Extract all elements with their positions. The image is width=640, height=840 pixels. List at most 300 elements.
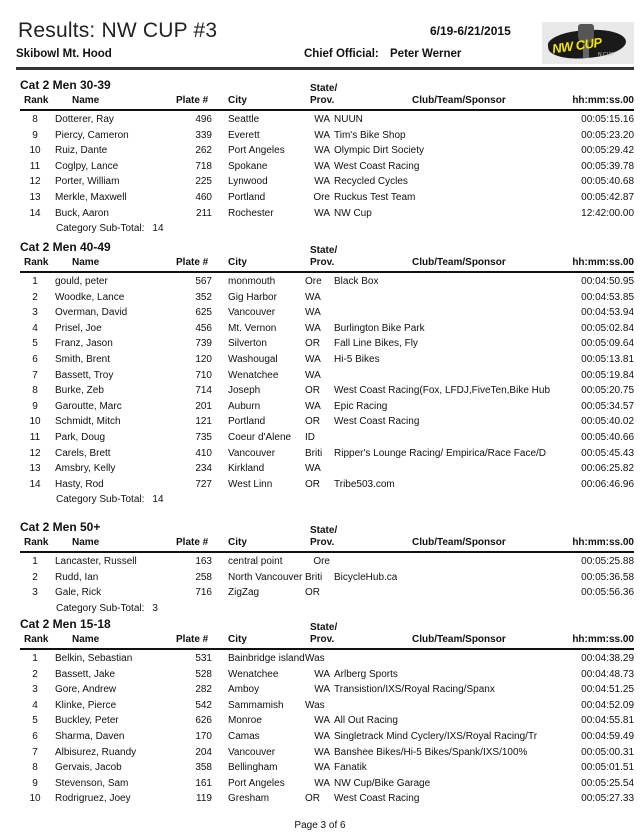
time-cell: 00:05:39.78 <box>581 160 634 172</box>
state-cell: WA <box>314 684 330 696</box>
table-row <box>0 416 640 432</box>
state-cell: WA <box>305 322 321 334</box>
plate-cell: 542 <box>195 699 212 711</box>
plate-cell: 339 <box>195 129 212 141</box>
club-cell: West Coast Racing(Fox, LFDJ,FiveTen,Bike Hub <box>334 385 551 397</box>
club-cell: Epic Racing <box>334 400 388 412</box>
rank-cell: 4 <box>32 699 38 711</box>
name-cell: Overman, David <box>55 307 128 319</box>
state-cell: OR <box>305 385 320 397</box>
col-header-state-line2: Prov. <box>310 257 335 268</box>
city-cell: Vancouver <box>228 447 276 459</box>
col-header-state-line1: State/ <box>310 83 338 94</box>
city-cell: North Vancouver <box>228 571 303 583</box>
time-cell: 00:05:56.36 <box>581 587 634 599</box>
time-cell: 00:05:02.84 <box>581 322 634 334</box>
table-row <box>0 587 640 603</box>
event-dates: 6/19-6/21/2015 <box>430 24 511 38</box>
chief-official-name: Peter Werner <box>390 48 462 60</box>
state-cell: WA <box>314 114 330 125</box>
name-cell: Lancaster, Russell <box>55 556 137 567</box>
rank-cell: 8 <box>32 762 38 774</box>
table-row <box>0 338 640 354</box>
col-header-state-line1: State/ <box>310 245 338 256</box>
rank-cell: 9 <box>32 400 38 412</box>
col-header-rank: Rank <box>24 634 49 645</box>
plate-cell: 714 <box>195 385 212 397</box>
venue-name: Skibowl Mt. Hood <box>16 48 112 60</box>
name-cell: Coglpy, Lance <box>55 160 119 172</box>
time-cell: 00:04:52.09 <box>581 699 634 711</box>
col-header-club: Club/Team/Sponsor <box>412 537 506 548</box>
name-cell: Park, Doug <box>55 432 106 443</box>
col-header-city: City <box>228 537 247 548</box>
time-cell: 00:05:23.20 <box>581 129 634 141</box>
city-cell: Seattle <box>228 114 260 125</box>
col-header-club: Club/Team/Sponsor <box>412 257 506 268</box>
club-cell: Arlberg Sports <box>334 668 398 680</box>
time-cell: 00:05:40.68 <box>581 176 634 188</box>
state-cell: WA <box>314 715 330 727</box>
table-row <box>0 354 640 370</box>
city-cell: Rochester <box>228 207 274 219</box>
table-row <box>0 161 640 177</box>
name-cell: Dotterer, Ray <box>55 114 114 125</box>
state-cell: OR <box>305 338 320 350</box>
plate-cell: 161 <box>195 777 212 789</box>
col-header-state-line2: Prov. <box>310 634 335 645</box>
header-divider <box>16 67 634 70</box>
table-row <box>0 401 640 417</box>
plate-cell: 170 <box>195 731 212 742</box>
plate-cell: 234 <box>195 463 212 475</box>
club-cell: Tribe503.com <box>334 478 395 490</box>
table-row <box>0 572 640 588</box>
rank-cell: 12 <box>29 447 41 459</box>
rank-cell: 3 <box>32 307 38 319</box>
name-cell: Buck, Aaron <box>55 207 109 219</box>
city-cell: Coeur d'Alene <box>228 432 292 443</box>
city-cell: Port Angeles <box>228 777 285 789</box>
state-cell: WA <box>314 129 330 141</box>
rank-cell: 7 <box>32 369 38 381</box>
table-row <box>0 793 640 809</box>
club-cell: Black Box <box>334 276 379 287</box>
plate-cell: 204 <box>195 746 212 758</box>
col-header-name: Name <box>72 634 100 645</box>
name-cell: Bassett, Troy <box>55 369 114 381</box>
time-cell: 00:05:15.16 <box>581 114 634 125</box>
club-cell: BicycleHub.ca <box>334 571 398 583</box>
plate-cell: 625 <box>195 307 212 319</box>
club-cell: Hi-5 Bikes <box>334 354 380 365</box>
rank-cell: 4 <box>32 322 38 334</box>
col-header-city: City <box>228 634 247 645</box>
subtotal-label: Category Sub-Total: <box>56 494 145 506</box>
plate-cell: 716 <box>195 587 212 599</box>
rank-cell: 8 <box>32 385 38 397</box>
col-header-time: hh:mm:ss.00 <box>572 634 634 645</box>
state-cell: Briti <box>305 447 323 459</box>
state-cell: OR <box>305 478 320 490</box>
time-cell: 12:42:00.00 <box>581 207 634 219</box>
table-row <box>0 747 640 763</box>
plate-cell: 201 <box>195 400 212 412</box>
state-cell: WA <box>305 291 321 303</box>
state-cell: Ore <box>313 556 330 567</box>
state-cell: WA <box>314 176 330 188</box>
club-cell: Singletrack Mind Cyclery/IXS/Royal Racing/Tr <box>334 731 538 742</box>
club-cell: West Coast Racing <box>334 793 420 805</box>
rank-cell: 12 <box>29 176 41 188</box>
table-row <box>0 479 640 495</box>
category-title: Cat 2 Men 15-18 <box>20 617 111 631</box>
club-cell: Banshee Bikes/Hi-5 Bikes/Spank/IXS/100% <box>334 746 528 758</box>
plate-cell: 211 <box>196 207 212 219</box>
table-row <box>0 432 640 448</box>
plate-cell: 410 <box>195 447 212 459</box>
time-cell: 00:05:40.66 <box>581 432 634 443</box>
state-cell: WA <box>314 746 330 758</box>
time-cell: 00:05:09.64 <box>581 338 634 350</box>
col-header-city: City <box>228 257 247 268</box>
subtotal-label: Category Sub-Total: <box>56 223 145 235</box>
city-cell: central point <box>228 556 283 567</box>
name-cell: Franz, Jason <box>55 338 113 350</box>
table-header-divider <box>20 271 634 273</box>
city-cell: ZigZag <box>228 587 260 599</box>
club-cell: NUUN <box>334 114 363 125</box>
time-cell: 00:06:25.82 <box>581 463 634 475</box>
time-cell: 00:05:19.84 <box>581 369 634 381</box>
city-cell: Lynwood <box>228 176 268 188</box>
state-cell: WA <box>305 369 321 381</box>
state-cell: WA <box>305 463 321 475</box>
table-header-divider <box>20 648 634 650</box>
city-cell: Camas <box>228 731 260 742</box>
rank-cell: 13 <box>29 192 41 203</box>
name-cell: Schmidt, Mitch <box>55 416 121 428</box>
time-cell: 00:04:59.49 <box>581 731 634 742</box>
logo-subtext: N CUP <box>598 52 614 58</box>
name-cell: Porter, William <box>55 176 120 188</box>
city-cell: Joseph <box>228 385 261 397</box>
club-cell: West Coast Racing <box>334 160 420 172</box>
time-cell: 00:04:48.73 <box>581 668 634 680</box>
city-cell: Gresham <box>228 793 270 805</box>
col-header-club: Club/Team/Sponsor <box>412 634 506 645</box>
subtotal-value: 3 <box>152 602 158 614</box>
city-cell: Mt. Vernon <box>228 322 277 334</box>
logo-text: NW CUP <box>551 34 603 57</box>
time-cell: 00:04:55.81 <box>581 715 634 727</box>
plate-cell: 119 <box>196 793 212 805</box>
rank-cell: 6 <box>32 731 38 742</box>
table-row <box>0 463 640 479</box>
club-cell: Transistion/IXS/Royal Racing/Spanx <box>334 684 495 696</box>
plate-cell: 710 <box>195 369 212 381</box>
table-row <box>0 448 640 464</box>
table-row <box>0 192 640 208</box>
col-header-state-line1: State/ <box>310 525 338 536</box>
plate-cell: 739 <box>195 338 212 350</box>
rank-cell: 2 <box>32 571 38 583</box>
col-header-name: Name <box>72 95 100 106</box>
state-cell: WA <box>314 207 330 219</box>
table-row <box>0 669 640 685</box>
state-cell: OR <box>305 587 320 599</box>
rank-cell: 11 <box>29 432 41 443</box>
plate-cell: 282 <box>195 684 212 696</box>
city-cell: Wenatchee <box>228 369 279 381</box>
city-cell: Spokane <box>228 160 268 172</box>
rank-cell: 6 <box>32 354 38 365</box>
city-cell: Sammamish <box>228 699 284 711</box>
table-row <box>0 556 640 572</box>
col-header-name: Name <box>72 537 100 548</box>
plate-cell: 456 <box>195 322 212 334</box>
name-cell: Merkle, Maxwell <box>55 192 127 203</box>
name-cell: Amsbry, Kelly <box>55 463 116 475</box>
name-cell: Gale, Rick <box>55 587 102 599</box>
club-cell: Ripper's Lounge Racing/ Empirica/Race Face/D <box>334 447 547 459</box>
plate-cell: 225 <box>195 176 212 188</box>
table-row <box>0 323 640 339</box>
col-header-state-line1: State/ <box>310 622 338 633</box>
rank-cell: 3 <box>32 684 38 696</box>
col-header-time: hh:mm:ss.00 <box>572 537 634 548</box>
plate-cell: 567 <box>195 276 212 287</box>
col-header-plate: Plate # <box>176 634 209 645</box>
rank-cell: 1 <box>32 276 38 287</box>
table-header-divider <box>20 109 634 111</box>
city-cell: Port Angeles <box>228 145 285 157</box>
table-row <box>0 276 640 292</box>
club-cell: Recycled Cycles <box>334 176 408 188</box>
name-cell: Gervais, Jacob <box>55 762 122 774</box>
time-cell: 00:05:45.43 <box>581 447 634 459</box>
plate-cell: 718 <box>195 160 212 172</box>
name-cell: Carels, Brett <box>55 447 111 459</box>
col-header-time: hh:mm:ss.00 <box>572 257 634 268</box>
rank-cell: 2 <box>32 291 38 303</box>
page-title: Results: NW CUP #3 <box>18 19 218 42</box>
time-cell: 00:05:27.33 <box>581 793 634 805</box>
col-header-rank: Rank <box>24 257 49 268</box>
col-header-city: City <box>228 95 247 106</box>
name-cell: Woodke, Lance <box>55 291 125 303</box>
state-cell: Was <box>305 699 325 711</box>
table-row <box>0 176 640 192</box>
rank-cell: 9 <box>32 129 38 141</box>
plate-cell: 121 <box>195 416 212 428</box>
city-cell: Portland <box>228 192 266 203</box>
chief-official-label: Chief Official: <box>304 48 379 60</box>
rank-cell: 1 <box>32 556 38 567</box>
category-title: Cat 2 Men 40-49 <box>20 240 111 254</box>
state-cell: WA <box>305 354 321 365</box>
table-row <box>0 145 640 161</box>
table-row <box>0 700 640 716</box>
club-cell: Ruckus Test Team <box>334 192 416 203</box>
name-cell: Bassett, Jake <box>55 668 116 680</box>
table-row <box>0 684 640 700</box>
name-cell: Smith, Brent <box>55 354 111 365</box>
rank-cell: 3 <box>32 587 38 599</box>
table-row <box>0 778 640 794</box>
time-cell: 00:04:50.95 <box>581 276 634 287</box>
name-cell: Gore, Andrew <box>55 684 117 696</box>
city-cell: Bellingham <box>228 762 278 774</box>
name-cell: Ruiz, Dante <box>55 145 108 157</box>
category-subtotal <box>56 494 164 505</box>
club-cell: All Out Racing <box>334 715 398 727</box>
plate-cell: 531 <box>195 653 212 664</box>
city-cell: Washougal <box>228 354 278 365</box>
club-cell: Olympic Dirt Society <box>334 145 425 157</box>
rank-cell: 5 <box>32 715 38 727</box>
rank-cell: 10 <box>29 416 41 428</box>
name-cell: Rodrigruez, Joey <box>55 793 131 805</box>
rank-cell: 14 <box>29 478 41 490</box>
category-subtotal <box>56 223 164 234</box>
table-row <box>0 653 640 669</box>
name-cell: Hasty, Rod <box>55 478 104 490</box>
name-cell: Burke, Zeb <box>55 385 104 397</box>
club-cell: West Coast Racing <box>334 416 420 428</box>
plate-cell: 496 <box>195 114 212 125</box>
name-cell: Garoutte, Marc <box>55 400 122 412</box>
club-cell: Burlington Bike Park <box>334 322 425 334</box>
category-subtotal <box>56 603 158 614</box>
club-cell: Fall Line Bikes, Fly <box>334 338 418 350</box>
state-cell: WA <box>314 731 330 742</box>
rank-cell: 5 <box>32 338 38 350</box>
state-cell: OR <box>305 793 320 805</box>
state-cell: ID <box>305 432 315 443</box>
time-cell: 00:05:42.87 <box>581 192 634 203</box>
plate-cell: 626 <box>195 715 212 727</box>
plate-cell: 358 <box>195 762 212 774</box>
plate-cell: 352 <box>195 291 212 303</box>
time-cell: 00:05:20.75 <box>581 385 634 397</box>
rank-cell: 13 <box>29 463 41 475</box>
state-cell: WA <box>305 307 321 319</box>
col-header-time: hh:mm:ss.00 <box>572 95 634 106</box>
plate-cell: 460 <box>195 192 212 203</box>
rank-cell: 8 <box>32 114 38 125</box>
rank-cell: 7 <box>32 746 38 758</box>
col-header-plate: Plate # <box>176 95 209 106</box>
city-cell: Monroe <box>228 715 262 727</box>
city-cell: Auburn <box>228 400 261 412</box>
state-cell: Briti <box>305 571 323 583</box>
city-cell: Portland <box>228 416 266 428</box>
name-cell: gould, peter <box>55 276 108 287</box>
plate-cell: 735 <box>195 432 212 443</box>
subtotal-label: Category Sub-Total: <box>56 602 145 614</box>
col-header-club: Club/Team/Sponsor <box>412 95 506 106</box>
time-cell: 00:04:53.85 <box>581 291 634 303</box>
nw-cup-logo <box>542 22 634 64</box>
plate-cell: 258 <box>195 571 212 583</box>
table-row <box>0 307 640 323</box>
table-row <box>0 208 640 224</box>
col-header-rank: Rank <box>24 95 49 106</box>
state-cell: OR <box>305 416 320 428</box>
col-header-state-line2: Prov. <box>310 95 335 106</box>
state-cell: WA <box>305 400 321 412</box>
table-header-divider <box>20 551 634 553</box>
city-cell: Vancouver <box>228 307 276 319</box>
city-cell: Amboy <box>228 684 260 696</box>
rank-cell: 1 <box>32 653 38 664</box>
time-cell: 00:05:36.58 <box>581 571 634 583</box>
city-cell: Silverton <box>228 338 267 350</box>
club-cell: Tim's Bike Shop <box>334 129 406 141</box>
plate-cell: 727 <box>195 478 212 490</box>
time-cell: 00:05:01.51 <box>581 762 634 774</box>
plate-cell: 262 <box>195 145 212 157</box>
city-cell: Wenatchee <box>228 668 279 680</box>
plate-cell: 528 <box>195 668 212 680</box>
name-cell: Piercy, Cameron <box>55 129 129 141</box>
name-cell: Albisurez, Ruandy <box>55 746 137 758</box>
state-cell: WA <box>314 762 330 774</box>
time-cell: 00:04:51.25 <box>581 684 634 696</box>
time-cell: 00:05:29.42 <box>581 145 634 157</box>
name-cell: Rudd, Ian <box>55 571 99 583</box>
col-header-plate: Plate # <box>176 257 209 268</box>
state-cell: Was <box>305 653 325 664</box>
col-header-state-line2: Prov. <box>310 537 335 548</box>
rank-cell: 9 <box>32 777 38 789</box>
table-row <box>0 370 640 386</box>
state-cell: WA <box>314 160 330 172</box>
table-row <box>0 715 640 731</box>
city-cell: Gig Harbor <box>228 291 277 303</box>
rank-cell: 10 <box>29 145 41 157</box>
rank-cell: 2 <box>32 668 38 680</box>
state-cell: WA <box>314 145 330 157</box>
city-cell: Everett <box>228 129 260 141</box>
name-cell: Buckley, Peter <box>55 715 119 727</box>
time-cell: 00:05:25.54 <box>581 777 634 789</box>
rank-cell: 14 <box>29 207 41 219</box>
name-cell: Klinke, Pierce <box>55 699 117 711</box>
name-cell: Prisel, Joe <box>55 322 102 334</box>
table-row <box>0 385 640 401</box>
plate-cell: 163 <box>195 556 212 567</box>
category-title: Cat 2 Men 50+ <box>20 520 101 534</box>
plate-cell: 120 <box>195 354 212 365</box>
club-cell: Fanatik <box>334 762 367 774</box>
table-row <box>0 130 640 146</box>
state-cell: Ore <box>305 276 322 287</box>
city-cell: monmouth <box>228 276 276 287</box>
time-cell: 00:05:25.88 <box>581 556 634 567</box>
time-cell: 00:04:38.29 <box>581 653 634 664</box>
subtotal-value: 14 <box>152 494 164 506</box>
time-cell: 00:05:40.02 <box>581 416 634 428</box>
col-header-plate: Plate # <box>176 537 209 548</box>
name-cell: Sharma, Daven <box>55 731 125 742</box>
subtotal-value: 14 <box>152 223 164 235</box>
table-row <box>0 114 640 130</box>
state-cell: WA <box>314 668 330 680</box>
name-cell: Stevenson, Sam <box>55 777 129 789</box>
col-header-rank: Rank <box>24 537 49 548</box>
